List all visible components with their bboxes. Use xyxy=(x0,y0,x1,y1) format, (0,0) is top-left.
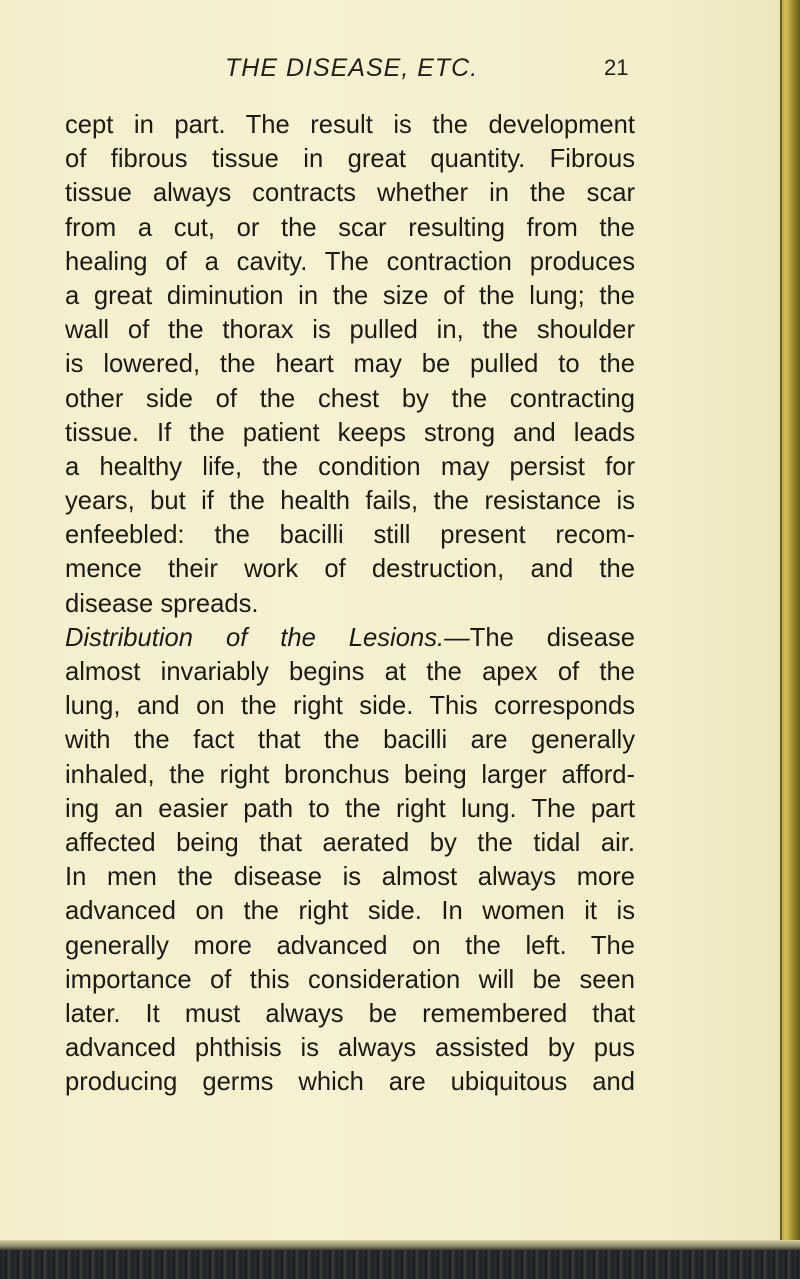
text-line: other side of the chest by the contracting xyxy=(65,384,635,413)
page-number: 21 xyxy=(604,55,629,80)
text-line: years, but if the health fails, the resistance is xyxy=(65,487,635,516)
text-line: affected being that aerated by the tidal air. xyxy=(65,828,635,857)
text-line: mence their work of destruction, and the xyxy=(65,555,635,584)
text-line: In men the disease is almost always more xyxy=(65,863,635,892)
text-line: enfeebled: the bacilli still present recom- xyxy=(65,521,635,550)
text-line: of fibrous tissue in great quantity. Fibrous xyxy=(65,145,635,174)
text-line: from a cut, or the scar resulting from the xyxy=(65,213,635,242)
section-first-line xyxy=(65,621,635,655)
text-line: healing of a cavity. The contraction produces xyxy=(65,247,635,276)
text-line: a healthy life, the condition may persist for xyxy=(65,452,635,481)
text-line: disease spreads. xyxy=(65,589,259,618)
text-line: cept in part. The result is the development xyxy=(65,111,635,139)
text-line: tissue. If the patient keeps strong and leads xyxy=(65,418,635,447)
text-line: tissue always contracts whether in the scar xyxy=(65,179,635,208)
running-title: THE DISEASE, ETC. xyxy=(225,54,479,82)
page-gutter xyxy=(780,0,800,1279)
text-line: lung, and on the right side. This corresponds xyxy=(65,692,635,721)
text-line: generally more advanced on the left. The xyxy=(65,931,635,960)
text-line: ing an easier path to the right lung. The part xyxy=(65,794,635,823)
text-line: almost invariably begins at the apex of the xyxy=(65,658,635,686)
text-line: advanced on the right side. In women it is xyxy=(65,897,635,926)
page-bottom-edge xyxy=(0,1240,800,1279)
text-line: wall of the thorax is pulled in, the shoulder xyxy=(65,316,635,345)
bottom-rim xyxy=(0,1240,800,1250)
text-line: with the fact that the bacilli are generally xyxy=(65,726,635,755)
running-head xyxy=(0,54,780,84)
body-text xyxy=(65,108,635,1099)
text-line: producing germs which are ubiquitous and xyxy=(65,1068,635,1097)
gutter-edge xyxy=(780,0,782,1279)
text-line: importance of this consideration will be seen xyxy=(65,965,635,994)
section-first-line-text: —The disease xyxy=(444,623,635,652)
text-line: is lowered, the heart may be pulled to the xyxy=(65,350,635,379)
section-heading: Distribution of the Lesions. xyxy=(65,623,445,652)
text-line: advanced phthisis is always assisted by pus xyxy=(65,1034,635,1063)
text-line: inhaled, the right bronchus being larger afford- xyxy=(65,760,635,789)
text-line: later. It must always be remembered that xyxy=(65,999,635,1028)
text-line: a great diminution in the size of the lung; the xyxy=(65,281,635,310)
